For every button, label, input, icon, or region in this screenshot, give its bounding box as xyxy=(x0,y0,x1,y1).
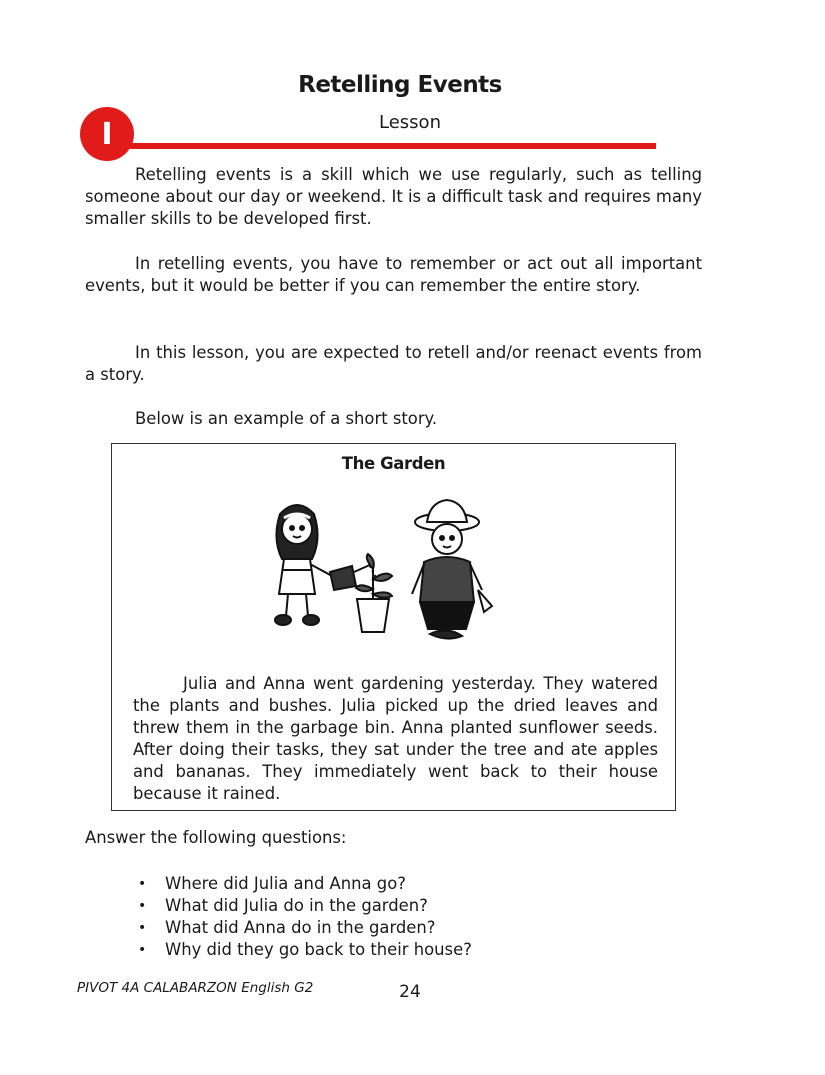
questions-list xyxy=(138,873,472,961)
list-item: • What did Anna do in the garden? xyxy=(138,917,472,939)
paragraph-text: Below is an example of a short story. xyxy=(135,409,438,428)
story-box xyxy=(111,443,676,811)
paragraph-text: Retelling events is a skill which we use regularly, such as telling someone about our day or weekend. It is a difficult task and requires many smaller skills to be developed first. xyxy=(85,165,702,228)
list-item: • Where did Julia and Anna go? xyxy=(138,873,472,895)
list-item: • Why did they go back to their house? xyxy=(138,939,472,961)
list-item: • What did Julia do in the garden? xyxy=(138,895,472,917)
gardening-illustration xyxy=(252,494,502,664)
story-title: The Garden xyxy=(341,454,446,473)
lesson-badge: I xyxy=(80,107,134,161)
lesson-label: Lesson xyxy=(379,112,441,133)
paragraph-retelling xyxy=(85,253,702,297)
page-number: 24 xyxy=(399,982,421,1002)
paragraph-text: In retelling events, you have to remember or act out all important events, but it would be better if you can remember the entire story. xyxy=(85,254,702,295)
paragraph-text: In this lesson, you are expected to retell and/or reenact events from a story. xyxy=(85,343,702,384)
page-title: Retelling Events xyxy=(298,72,502,98)
paragraph-objective xyxy=(85,342,702,386)
paragraph-intro xyxy=(85,164,702,230)
story-text xyxy=(133,673,658,805)
story-body: Julia and Anna went gardening yesterday. They watered the plants and bushes. Julia picked up the dried leaves and threw them in the garbage bin. Anna planted sunflower seeds. After doing their tasks, they sat under the tree and ate apples and bananas. They immediately went back to their house because it rained. xyxy=(133,674,658,803)
paragraph-example xyxy=(85,408,702,430)
title-divider xyxy=(130,143,656,149)
questions-intro: Answer the following questions: xyxy=(85,828,347,847)
footer-source: PIVOT 4A CALABARZON English G2 xyxy=(77,980,314,996)
